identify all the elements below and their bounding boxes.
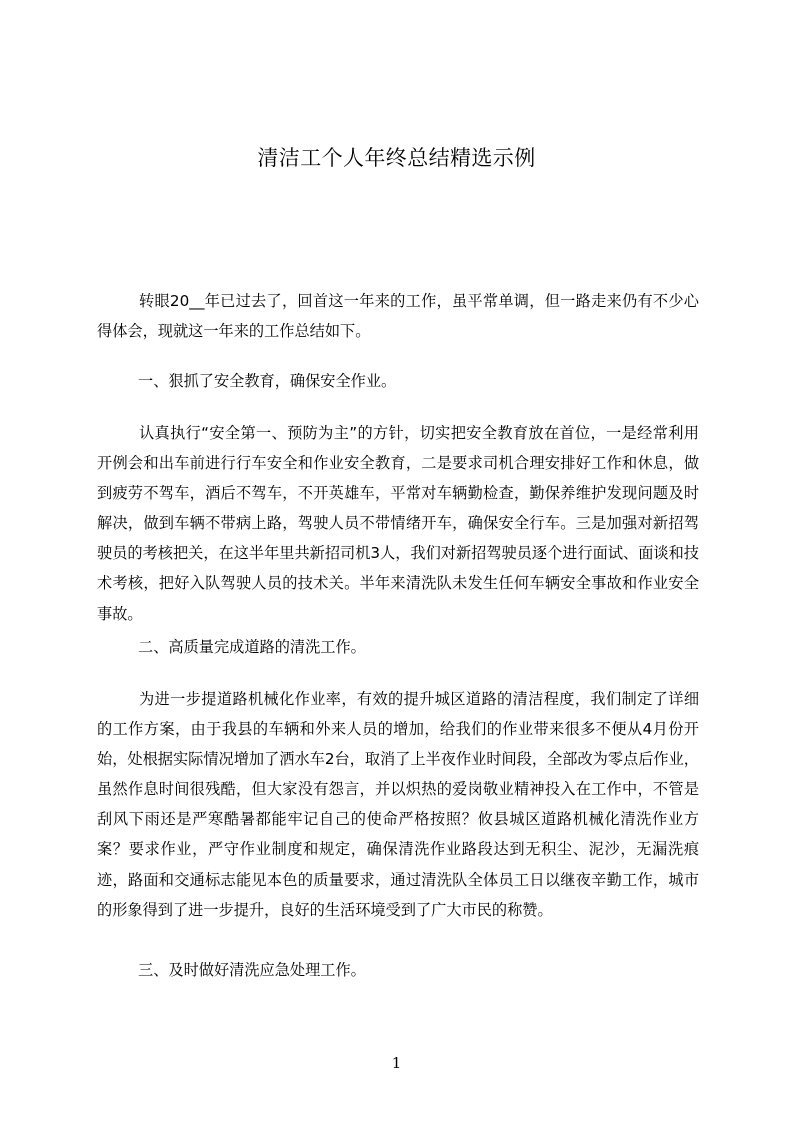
section-1-body: 认真执行“安全第一、预防为主”的方针，切实把安全教育放在首位，一是经常利用开例会和出车前进行行车安全和作业安全教育，二是要求司机合理安排好工作和休息，做到疲劳不驾车，酒后不驾车，不开英雄车，平常对车辆勤检查，勤保养维护发现问题及时解决，做到车辆不带病上路，驾驶人员不带情绪开车，确保安全行车。三是加强对新招驾驶员的考核把关，在这半年里共新招司机3人，我们对新招驾驶员逐个进行面试、面谈和技术考核，把好入队驾驶人员的技术关。半年来清洗队未发生任何车辆安全事故和作业安全事故。 <box>97 424 699 623</box>
document-title: 清洁工个人年终总结精选示例 <box>257 146 536 170</box>
section-3-heading: 三、及时做好清洗应急处理工作。 <box>138 961 366 979</box>
section-2-body: 为进一步提道路机械化作业率，有效的提升城区道路的清洁程度，我们制定了详细的工作方案，由于我县的车辆和外来人员的增加，给我们的作业带来很多不便从4月份开始，处根据实际情况增加了洒水车2台，取消了上半夜作业时间段，全部改为零点后作业，虽然作息时间很残酷，但大家没有怨言，并以炽热的爱岗敬业精神投入在工作中，不管是刮风下雨还是严寒酷暑都能牢记自己的使命严格按照？攸县城区道路机械化清洗作业方案？要求作业，严守作业制度和规定，确保清洗作业路段达到无积尘、泥沙，无漏洗痕迹，路面和交通标志能见本色的质量要求，通过清洗队全体员工日以继夜辛勤工作，城市的形象得到了进一步提升，良好的生活环境受到了广大市民的称赞。 <box>97 690 699 919</box>
intro-paragraph: 转眼20__年已过去了，回首这一年来的工作，虽平常单调，但一路走来仍有不少心得体会，现就这一年来的工作总结如下。 <box>97 292 699 341</box>
section-2-heading: 二、高质量完成道路的清洗工作。 <box>138 638 366 656</box>
page-number: 1 <box>391 1054 402 1072</box>
section-1-heading: 一、狠抓了安全教育，确保安全作业。 <box>138 372 397 390</box>
